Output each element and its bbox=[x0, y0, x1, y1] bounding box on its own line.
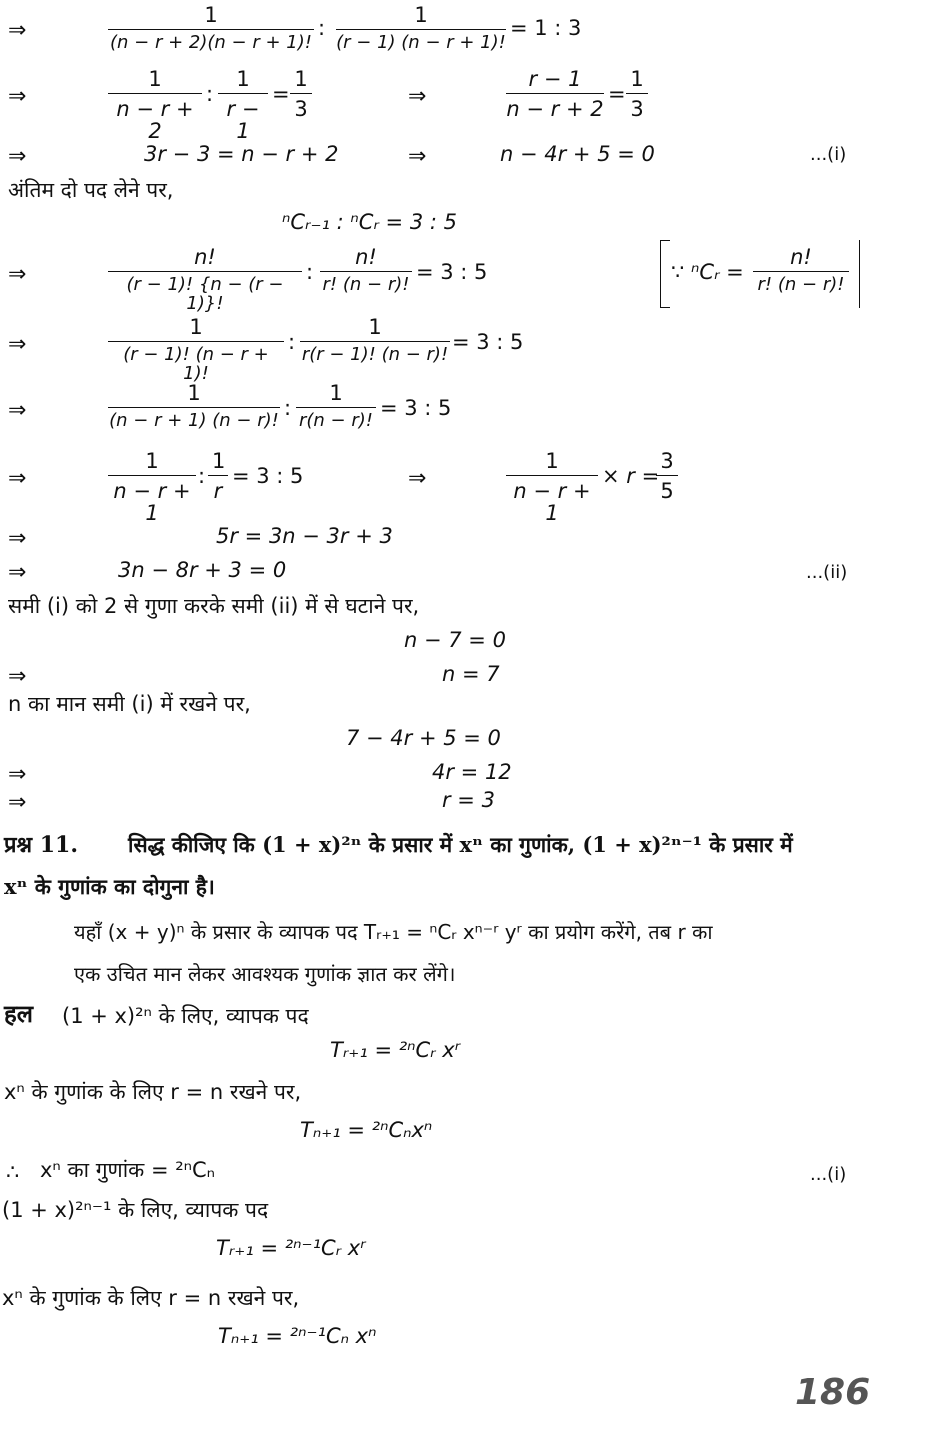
colon: : bbox=[206, 82, 214, 106]
fraction bbox=[300, 316, 450, 365]
equation: ⁿCᵣ₋₁ : ⁿCᵣ = 3 : 5 bbox=[282, 210, 457, 234]
implies-arrow: ⇒ bbox=[8, 398, 27, 423]
multiplication: × r = bbox=[602, 464, 660, 488]
implies-arrow: ⇒ bbox=[8, 144, 27, 169]
implies-arrow: ⇒ bbox=[408, 84, 427, 109]
fraction-numerator: n! bbox=[753, 246, 849, 272]
fraction bbox=[108, 246, 302, 314]
fraction-numerator: n! bbox=[320, 246, 412, 272]
fraction-denominator: r! (n − r)! bbox=[757, 274, 845, 296]
fraction bbox=[218, 68, 268, 142]
fraction-denominator: 5 bbox=[660, 479, 674, 504]
hint-text: यहाँ (x + y)ⁿ के प्रसार के व्यापक पद Tᵣ₊₁ = ⁿCᵣ xⁿ⁻ʳ yʳ का प्रयोग करेंगे, तब r का bbox=[74, 920, 713, 944]
implies-arrow: ⇒ bbox=[8, 262, 27, 287]
fraction-numerator: 1 bbox=[108, 4, 314, 30]
fraction-numerator: 1 bbox=[300, 316, 450, 342]
fraction-denominator: 3 bbox=[294, 97, 308, 122]
fraction-numerator: 1 bbox=[108, 382, 280, 408]
question-label: प्रश्न 11. bbox=[4, 832, 79, 858]
implies-arrow: ⇒ bbox=[8, 332, 27, 357]
equation: 7 − 4r + 5 = 0 bbox=[346, 726, 501, 750]
implies-arrow: ⇒ bbox=[408, 466, 427, 491]
text-line: xⁿ के गुणांक के लिए r = n रखने पर, bbox=[4, 1080, 302, 1104]
ratio-rhs: = 3 : 5 bbox=[452, 330, 524, 354]
formula-bracket bbox=[660, 240, 860, 308]
fraction-denominator: r! (n − r)! bbox=[322, 274, 410, 296]
fraction-denominator: r(r − 1)! (n − r)! bbox=[301, 344, 449, 366]
implies-arrow: ⇒ bbox=[408, 144, 427, 169]
fraction-numerator: 1 bbox=[208, 450, 228, 476]
fraction-numerator: r − 1 bbox=[506, 68, 604, 94]
implies-arrow: ⇒ bbox=[8, 560, 27, 585]
equation: n − 4r + 5 = 0 bbox=[500, 142, 655, 166]
fraction bbox=[108, 316, 284, 384]
fraction-denominator: n − r + 2 bbox=[116, 97, 194, 144]
fraction-denominator: (n − r + 1) (n − r)! bbox=[109, 410, 279, 432]
fraction-denominator: n − r + 2 bbox=[506, 97, 604, 122]
equation-label: ...(i) bbox=[810, 144, 847, 165]
text-line: xⁿ का गुणांक = ²ⁿCₙ bbox=[40, 1158, 216, 1182]
equation: n − 7 = 0 bbox=[404, 628, 506, 652]
fraction bbox=[656, 450, 678, 502]
equation: r = 3 bbox=[442, 788, 495, 812]
equation-label: ...(ii) bbox=[806, 562, 848, 583]
fraction-numerator: 1 bbox=[290, 68, 312, 94]
implies-arrow: ⇒ bbox=[8, 664, 27, 689]
fraction-denominator: (r − 1)! {n − (r − 1)}! bbox=[126, 274, 284, 314]
equation: Tₙ₊₁ = ²ⁿ⁻¹Cₙ xⁿ bbox=[218, 1324, 377, 1348]
text-line: n का मान समी (i) में रखने पर, bbox=[8, 692, 251, 716]
equation: Tᵣ₊₁ = ²ⁿ⁻¹Cᵣ xʳ bbox=[216, 1236, 366, 1260]
equals-sign: = bbox=[608, 82, 626, 106]
fraction-numerator: 1 bbox=[108, 450, 196, 476]
fraction-denominator: (r − 1)! (n − r + 1)! bbox=[123, 344, 269, 384]
fraction-denominator: (r − 1) (n − r + 1)! bbox=[336, 32, 506, 54]
text-line: (1 + x)²ⁿ⁻¹ के लिए, व्यापक पद bbox=[2, 1198, 269, 1222]
fraction bbox=[296, 382, 376, 431]
fraction bbox=[753, 246, 849, 295]
equation: Tₙ₊₁ = ²ⁿCₙxⁿ bbox=[300, 1118, 433, 1142]
fraction bbox=[506, 68, 604, 120]
fraction bbox=[108, 450, 196, 524]
implies-arrow: ⇒ bbox=[8, 84, 27, 109]
fraction-numerator: 1 bbox=[108, 316, 284, 342]
fraction bbox=[320, 246, 412, 295]
fraction-numerator: 1 bbox=[626, 68, 648, 94]
fraction bbox=[208, 450, 228, 502]
solution-label: हल bbox=[4, 999, 34, 1028]
implies-arrow: ⇒ bbox=[8, 466, 27, 491]
page-number: 186 bbox=[795, 1372, 871, 1413]
colon: : bbox=[306, 260, 314, 284]
fraction-numerator: 1 bbox=[336, 4, 506, 30]
fraction bbox=[290, 68, 312, 120]
equation: 3n − 8r + 3 = 0 bbox=[118, 558, 287, 582]
equation: 3r − 3 = n − r + 2 bbox=[144, 142, 339, 166]
equals-sign: = bbox=[272, 82, 290, 106]
fraction bbox=[108, 4, 314, 53]
bracket-formula-lhs: ∵ ⁿCᵣ = bbox=[671, 260, 744, 284]
fraction-numerator: 1 bbox=[296, 382, 376, 408]
fraction-numerator: n! bbox=[108, 246, 302, 272]
text-line: अंतिम दो पद लेने पर, bbox=[8, 178, 174, 202]
colon: : bbox=[288, 330, 296, 354]
question-text: xⁿ के गुणांक का दोगुना है। bbox=[4, 874, 215, 899]
fraction-denominator: r − 1 bbox=[226, 97, 260, 144]
ratio-rhs: = 1 : 3 bbox=[510, 16, 582, 40]
colon: : bbox=[198, 464, 206, 488]
fraction bbox=[108, 382, 280, 431]
ratio-rhs: = 3 : 5 bbox=[416, 260, 488, 284]
fraction-denominator: (n − r + 2)(n − r + 1)! bbox=[110, 32, 312, 54]
equation: 4r = 12 bbox=[432, 760, 512, 784]
fraction bbox=[626, 68, 648, 120]
fraction-denominator: r(n − r)! bbox=[299, 410, 373, 432]
fraction-denominator: n − r + 1 bbox=[513, 479, 591, 526]
question-text: सिद्ध कीजिए कि (1 + x)²ⁿ के प्रसार में xⁿ का गुणांक, (1 + x)²ⁿ⁻¹ के प्रसार में bbox=[128, 832, 793, 857]
implies-arrow: ⇒ bbox=[8, 762, 27, 787]
fraction bbox=[506, 450, 598, 524]
fraction-numerator: 1 bbox=[218, 68, 268, 94]
colon: : bbox=[284, 396, 292, 420]
fraction-denominator: n − r + 1 bbox=[113, 479, 191, 526]
fraction-numerator: 1 bbox=[108, 68, 202, 94]
equation-label: ...(i) bbox=[810, 1164, 847, 1185]
implies-arrow: ⇒ bbox=[8, 526, 27, 551]
ratio-rhs: = 3 : 5 bbox=[380, 396, 452, 420]
equation: n = 7 bbox=[442, 662, 500, 686]
equation: 5r = 3n − 3r + 3 bbox=[216, 524, 393, 548]
ratio-rhs: = 3 : 5 bbox=[232, 464, 304, 488]
colon: : bbox=[318, 16, 326, 40]
fraction-denominator: r bbox=[213, 479, 223, 504]
text-line: समी (i) को 2 से गुणा करके समी (ii) में से घटाने पर, bbox=[8, 594, 420, 618]
fraction-numerator: 3 bbox=[656, 450, 678, 476]
fraction-numerator: 1 bbox=[506, 450, 598, 476]
fraction-denominator: 3 bbox=[630, 97, 644, 122]
implies-arrow: ⇒ bbox=[8, 18, 27, 43]
fraction bbox=[336, 4, 506, 53]
implies-arrow: ⇒ bbox=[8, 790, 27, 815]
fraction bbox=[108, 68, 202, 142]
text-line: (1 + x)²ⁿ के लिए, व्यापक पद bbox=[62, 1004, 309, 1028]
therefore-symbol: ∴ bbox=[6, 1160, 20, 1184]
text-line: xⁿ के गुणांक के लिए r = n रखने पर, bbox=[2, 1286, 300, 1310]
equation: Tᵣ₊₁ = ²ⁿCᵣ xʳ bbox=[330, 1038, 461, 1062]
hint-text: एक उचित मान लेकर आवश्यक गुणांक ज्ञात कर लेंगे। bbox=[74, 962, 456, 986]
